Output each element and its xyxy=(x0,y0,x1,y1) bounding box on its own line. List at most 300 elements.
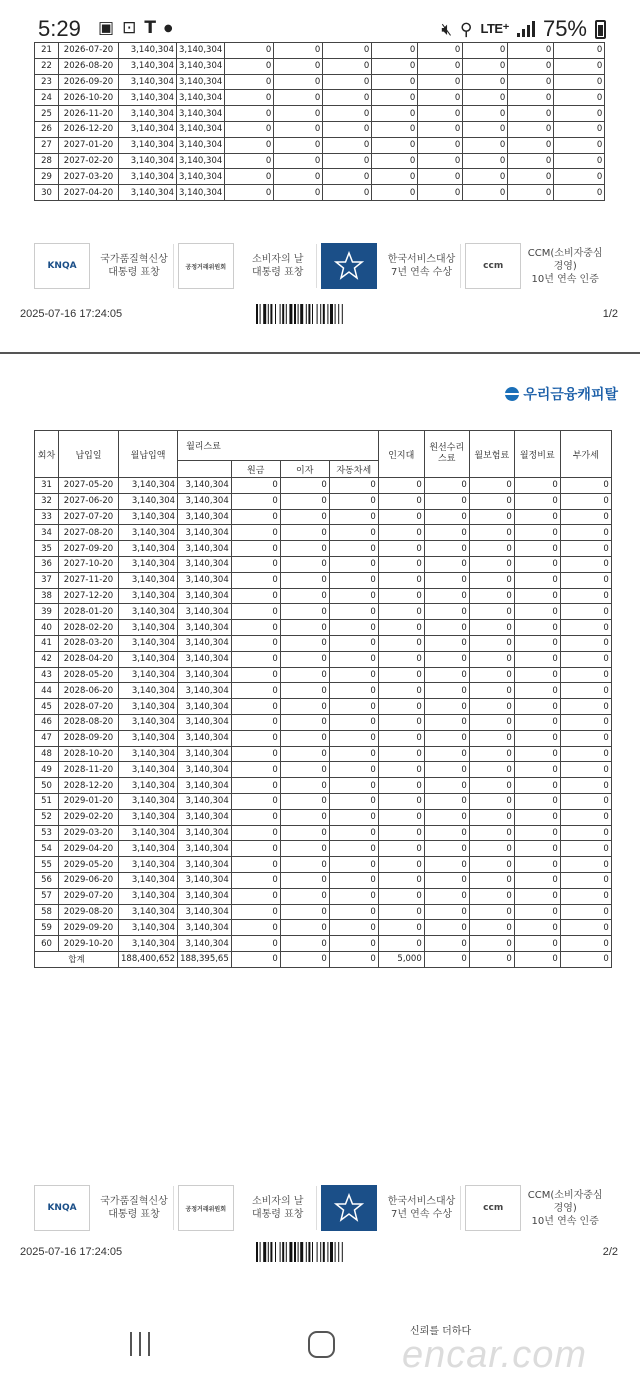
table-cell: 0 xyxy=(274,43,323,59)
table-cell: 2026-12-20 xyxy=(59,121,119,137)
table-cell: 0 xyxy=(469,825,514,841)
table-cell: 2029-01-20 xyxy=(59,793,119,809)
signal-icon xyxy=(517,21,535,37)
table-cell: 0 xyxy=(418,153,463,169)
table-cell: 41 xyxy=(35,635,59,651)
table-cell: 0 xyxy=(378,762,424,778)
logo-divider xyxy=(316,1186,317,1230)
table-cell: 3,140,304 xyxy=(119,541,178,557)
table-cell: 0 xyxy=(514,525,560,541)
table-cell: 0 xyxy=(514,746,560,762)
table-cell: 0 xyxy=(560,541,611,557)
dot-icon: ● xyxy=(163,23,173,34)
table-cell: 0 xyxy=(424,936,469,952)
table-cell: 0 xyxy=(372,106,418,122)
table-cell: 36 xyxy=(35,556,59,572)
table-row xyxy=(35,478,612,494)
table-row xyxy=(35,872,612,888)
table-cell: 0 xyxy=(560,920,611,936)
table-row xyxy=(35,572,612,588)
table-cell: 0 xyxy=(508,43,554,59)
table-cell: 0 xyxy=(424,778,469,794)
table-cell: 0 xyxy=(378,572,424,588)
table-cell: 3,140,304 xyxy=(178,620,232,636)
table-cell: 0 xyxy=(469,746,514,762)
table-row xyxy=(35,651,612,667)
table-row xyxy=(35,43,605,59)
table-row xyxy=(35,841,612,857)
table-cell: 3,140,304 xyxy=(119,588,178,604)
table-cell: 3,140,304 xyxy=(178,667,232,683)
table-cell: 0 xyxy=(274,58,323,74)
table-cell: 0 xyxy=(463,169,508,185)
table-cell: 3,140,304 xyxy=(119,651,178,667)
table-cell: 0 xyxy=(378,635,424,651)
col-round: 회차 xyxy=(35,431,59,478)
table-cell: 0 xyxy=(378,620,424,636)
table-cell: 0 xyxy=(508,74,554,90)
total-cell: 0 xyxy=(231,951,280,967)
table-cell: 53 xyxy=(35,825,59,841)
page-2-footer xyxy=(20,1242,620,1264)
table-cell: 0 xyxy=(560,857,611,873)
brand-logo xyxy=(505,384,618,404)
table-cell: 0 xyxy=(424,872,469,888)
table-cell: 0 xyxy=(329,793,378,809)
table-cell: 0 xyxy=(469,525,514,541)
award-text xyxy=(527,1189,603,1228)
table-cell: 0 xyxy=(469,888,514,904)
award-logo xyxy=(321,1183,460,1233)
table-cell: 0 xyxy=(231,620,280,636)
table-cell: 0 xyxy=(418,74,463,90)
table-cell: 43 xyxy=(35,667,59,683)
table-cell: 3,140,304 xyxy=(119,169,177,185)
table-cell: 49 xyxy=(35,762,59,778)
table-cell: 3,140,304 xyxy=(178,635,232,651)
table-cell: 54 xyxy=(35,841,59,857)
table-cell: 3,140,304 xyxy=(178,509,232,525)
table-cell: 0 xyxy=(231,493,280,509)
table-cell: 25 xyxy=(35,106,59,122)
col-vat: 부가세 xyxy=(560,431,611,478)
table-cell: 0 xyxy=(554,58,605,74)
table-cell: 0 xyxy=(469,920,514,936)
table-cell: 2026-07-20 xyxy=(59,43,119,59)
table-cell: 0 xyxy=(508,106,554,122)
table-cell: 3,140,304 xyxy=(119,58,177,74)
table-cell: 0 xyxy=(424,841,469,857)
table-cell: 0 xyxy=(560,936,611,952)
table-row xyxy=(35,699,612,715)
table-cell: 0 xyxy=(378,809,424,825)
table-row xyxy=(35,936,612,952)
table-cell: 0 xyxy=(225,185,274,201)
table-cell: 2027-08-20 xyxy=(59,525,119,541)
table-cell: 3,140,304 xyxy=(178,920,232,936)
table-cell: 3,140,304 xyxy=(119,667,178,683)
table-cell: 3,140,304 xyxy=(119,872,178,888)
table-cell: 3,140,304 xyxy=(119,635,178,651)
table-cell: 3,140,304 xyxy=(177,74,225,90)
table-cell: 0 xyxy=(514,667,560,683)
table-cell: 0 xyxy=(463,185,508,201)
table-cell: 0 xyxy=(329,872,378,888)
table-cell: 0 xyxy=(280,699,329,715)
schedule-table-page-2 xyxy=(34,430,612,968)
table-cell: 2026-11-20 xyxy=(59,106,119,122)
col-monthly-payment: 월납입액 xyxy=(119,431,178,478)
table-cell: 3,140,304 xyxy=(178,541,232,557)
table-cell: 0 xyxy=(424,793,469,809)
battery-icon xyxy=(595,20,606,39)
table-cell: 0 xyxy=(463,43,508,59)
table-cell: 2027-05-20 xyxy=(59,478,119,494)
table-cell: 2027-03-20 xyxy=(59,169,119,185)
table-cell: 3,140,304 xyxy=(119,778,178,794)
table-cell: 3,140,304 xyxy=(119,493,178,509)
table-cell: 3,140,304 xyxy=(119,888,178,904)
table-cell: 0 xyxy=(329,635,378,651)
table-cell: 0 xyxy=(469,620,514,636)
table-cell: 3,140,304 xyxy=(177,137,225,153)
android-nav-bar xyxy=(0,1296,640,1387)
table-cell: 0 xyxy=(231,920,280,936)
table-cell: 0 xyxy=(280,857,329,873)
network-type: LTE⁺ xyxy=(480,21,509,36)
table-cell: 2028-11-20 xyxy=(59,762,119,778)
schedule-table-page-1 xyxy=(34,42,605,201)
battery-percent: 75% xyxy=(542,16,587,41)
table-cell: 0 xyxy=(280,888,329,904)
table-cell: 0 xyxy=(424,572,469,588)
table-cell: 2029-06-20 xyxy=(59,872,119,888)
table-cell: 0 xyxy=(323,74,372,90)
table-cell: 2028-04-20 xyxy=(59,651,119,667)
table-cell: 0 xyxy=(560,667,611,683)
table-cell: 0 xyxy=(514,809,560,825)
star-icon xyxy=(334,1193,364,1223)
table-cell: 0 xyxy=(424,746,469,762)
table-cell: 0 xyxy=(424,699,469,715)
table-cell: 0 xyxy=(274,153,323,169)
table-cell: 3,140,304 xyxy=(119,121,177,137)
table-cell: 56 xyxy=(35,872,59,888)
table-cell: 0 xyxy=(424,541,469,557)
table-cell: 0 xyxy=(514,556,560,572)
table-cell: 0 xyxy=(274,121,323,137)
table-cell: 2027-10-20 xyxy=(59,556,119,572)
table-cell: 0 xyxy=(323,153,372,169)
table-cell: 0 xyxy=(280,635,329,651)
table-cell: 0 xyxy=(372,169,418,185)
table-cell: 0 xyxy=(329,730,378,746)
table-cell: 2029-02-20 xyxy=(59,809,119,825)
table-cell: 0 xyxy=(554,74,605,90)
table-cell: 0 xyxy=(329,778,378,794)
table-cell: 45 xyxy=(35,699,59,715)
table-cell: 0 xyxy=(378,778,424,794)
table-cell: 3,140,304 xyxy=(119,793,178,809)
table-cell: 0 xyxy=(329,699,378,715)
table-cell: 0 xyxy=(560,762,611,778)
table-cell: 0 xyxy=(514,841,560,857)
table-cell: 0 xyxy=(231,825,280,841)
award-text xyxy=(383,253,459,279)
award-badge-label: ccm xyxy=(483,261,504,271)
table-row xyxy=(35,556,612,572)
table-cell: 3,140,304 xyxy=(119,572,178,588)
home-button[interactable] xyxy=(308,1331,335,1358)
table-cell: 2028-09-20 xyxy=(59,730,119,746)
table-cell: 3,140,304 xyxy=(119,74,177,90)
table-cell: 0 xyxy=(560,588,611,604)
table-cell: 0 xyxy=(469,604,514,620)
table-cell: 0 xyxy=(372,43,418,59)
table-cell: 2026-08-20 xyxy=(59,58,119,74)
table-cell: 0 xyxy=(508,58,554,74)
table-cell: 0 xyxy=(329,588,378,604)
award-badge-label: KNQA xyxy=(47,1203,77,1213)
table-cell: 0 xyxy=(424,478,469,494)
table-cell: 0 xyxy=(280,667,329,683)
table-cell: 3,140,304 xyxy=(178,588,232,604)
table-cell: 0 xyxy=(469,493,514,509)
table-cell: 0 xyxy=(231,556,280,572)
table-cell: 0 xyxy=(280,588,329,604)
table-cell: 0 xyxy=(323,137,372,153)
award-line-2: 7년 연속 수상 xyxy=(390,267,452,278)
table-cell: 3,140,304 xyxy=(178,493,232,509)
table-cell: 0 xyxy=(560,730,611,746)
table-cell: 3,140,304 xyxy=(178,809,232,825)
page-divider xyxy=(0,352,640,354)
award-badge-icon xyxy=(34,1185,90,1231)
table-cell: 0 xyxy=(372,185,418,201)
table-cell: 0 xyxy=(424,683,469,699)
table-cell: 0 xyxy=(329,936,378,952)
table-row xyxy=(35,137,605,153)
table-cell: 57 xyxy=(35,888,59,904)
table-cell: 0 xyxy=(463,153,508,169)
table-row xyxy=(35,74,605,90)
page-1-footer xyxy=(20,304,620,326)
table-row xyxy=(35,493,612,509)
table-cell: 46 xyxy=(35,714,59,730)
table-cell: 0 xyxy=(323,106,372,122)
table-cell: 3,140,304 xyxy=(119,185,177,201)
table-cell: 0 xyxy=(280,730,329,746)
table-cell: 3,140,304 xyxy=(178,762,232,778)
table-cell: 0 xyxy=(280,525,329,541)
table-cell: 0 xyxy=(508,153,554,169)
table-cell: 0 xyxy=(424,809,469,825)
table-cell: 27 xyxy=(35,137,59,153)
table-cell: 0 xyxy=(560,604,611,620)
table-cell: 3,140,304 xyxy=(177,121,225,137)
table-cell: 0 xyxy=(329,493,378,509)
table-cell: 0 xyxy=(323,185,372,201)
table-row xyxy=(35,888,612,904)
table-cell: 48 xyxy=(35,746,59,762)
award-logos-page-1 xyxy=(34,238,604,294)
table-cell: 0 xyxy=(231,541,280,557)
table-cell: 2028-05-20 xyxy=(59,667,119,683)
table-cell: 0 xyxy=(372,121,418,137)
table-cell: 0 xyxy=(424,620,469,636)
table-cell: 0 xyxy=(554,43,605,59)
table-cell: 0 xyxy=(514,683,560,699)
award-line-2: 10년 연속 인증 xyxy=(531,1215,599,1227)
table-cell: 0 xyxy=(424,651,469,667)
table-cell: 0 xyxy=(378,699,424,715)
voicemail-icon: ⊡ xyxy=(122,18,137,38)
table-cell: 3,140,304 xyxy=(178,793,232,809)
barcode xyxy=(256,1242,382,1262)
table-cell: 3,140,304 xyxy=(119,43,177,59)
table-cell: 0 xyxy=(514,651,560,667)
table-cell: 3,140,304 xyxy=(119,730,178,746)
table-cell: 3,140,304 xyxy=(177,106,225,122)
barcode xyxy=(256,304,382,324)
table-cell: 0 xyxy=(329,478,378,494)
table-cell: 0 xyxy=(560,825,611,841)
table-cell: 0 xyxy=(378,936,424,952)
table-cell: 3,140,304 xyxy=(119,746,178,762)
table-cell: 0 xyxy=(231,667,280,683)
table-cell: 0 xyxy=(329,541,378,557)
table-cell: 0 xyxy=(225,90,274,106)
table-cell: 31 xyxy=(35,478,59,494)
table-cell: 3,140,304 xyxy=(178,604,232,620)
table-cell: 0 xyxy=(225,153,274,169)
table-cell: 0 xyxy=(378,872,424,888)
table-cell: 3,140,304 xyxy=(119,106,177,122)
table-cell: 0 xyxy=(231,635,280,651)
total-cell: 0 xyxy=(424,951,469,967)
table-cell: 0 xyxy=(469,872,514,888)
table-cell: 0 xyxy=(469,809,514,825)
total-cell: 0 xyxy=(280,951,329,967)
table-cell: 3,140,304 xyxy=(177,58,225,74)
table-cell: 2026-10-20 xyxy=(59,90,119,106)
table-cell: 0 xyxy=(280,825,329,841)
table-cell: 0 xyxy=(378,857,424,873)
table-cell: 0 xyxy=(508,90,554,106)
logo-divider xyxy=(460,244,461,288)
table-cell: 2027-12-20 xyxy=(59,588,119,604)
table-cell: 3,140,304 xyxy=(178,478,232,494)
award-logo xyxy=(34,1183,173,1233)
table-cell: 2028-08-20 xyxy=(59,714,119,730)
table-cell: 0 xyxy=(424,588,469,604)
table-cell: 3,140,304 xyxy=(178,651,232,667)
table-cell: 0 xyxy=(424,920,469,936)
table-cell: 40 xyxy=(35,620,59,636)
table-cell: 0 xyxy=(280,541,329,557)
table-cell: 0 xyxy=(274,74,323,90)
award-logo xyxy=(178,1183,317,1233)
table-cell: 3,140,304 xyxy=(177,169,225,185)
table-cell: 0 xyxy=(231,809,280,825)
logo-divider xyxy=(316,244,317,288)
table-cell: 0 xyxy=(514,778,560,794)
award-text xyxy=(383,1195,459,1221)
document-page-1 xyxy=(0,42,640,352)
table-cell: 0 xyxy=(372,137,418,153)
total-cell: 188,395,65 xyxy=(178,951,232,967)
table-cell: 0 xyxy=(329,857,378,873)
table-cell: 0 xyxy=(280,746,329,762)
status-bar xyxy=(0,0,640,42)
table-row xyxy=(35,762,612,778)
table-cell: 0 xyxy=(514,699,560,715)
table-row xyxy=(35,904,612,920)
table-cell: 0 xyxy=(418,169,463,185)
table-cell: 3,140,304 xyxy=(119,620,178,636)
table-cell: 44 xyxy=(35,683,59,699)
table-row xyxy=(35,185,605,201)
table-cell: 23 xyxy=(35,74,59,90)
table-row xyxy=(35,541,612,557)
recent-apps-button[interactable] xyxy=(130,1332,150,1356)
table-cell: 0 xyxy=(323,43,372,59)
table-cell: 0 xyxy=(514,762,560,778)
table-cell: 2027-09-20 xyxy=(59,541,119,557)
table-cell: 3,140,304 xyxy=(119,478,178,494)
table-cell: 0 xyxy=(323,169,372,185)
table-cell: 0 xyxy=(554,185,605,201)
table-cell: 0 xyxy=(378,604,424,620)
star-icon xyxy=(334,251,364,281)
table-cell: 0 xyxy=(554,137,605,153)
award-line-2: 대통령 표창 xyxy=(108,1209,160,1220)
table-cell: 0 xyxy=(329,572,378,588)
table-cell: 0 xyxy=(280,556,329,572)
table-cell: 0 xyxy=(560,778,611,794)
table-cell: 0 xyxy=(225,169,274,185)
table-cell: 0 xyxy=(329,904,378,920)
col-interest: 이자 xyxy=(280,461,329,478)
table-cell: 0 xyxy=(231,778,280,794)
table-cell: 0 xyxy=(329,888,378,904)
table-cell: 0 xyxy=(514,541,560,557)
table-cell: 0 xyxy=(463,90,508,106)
table-cell: 0 xyxy=(469,936,514,952)
table-cell: 3,140,304 xyxy=(119,904,178,920)
table-row xyxy=(35,106,605,122)
table-cell: 0 xyxy=(274,185,323,201)
table-cell: 3,140,304 xyxy=(177,153,225,169)
table-cell: 2028-01-20 xyxy=(59,604,119,620)
award-line-2: 7년 연속 수상 xyxy=(390,1209,452,1220)
table-cell: 0 xyxy=(514,825,560,841)
table-cell: 2027-06-20 xyxy=(59,493,119,509)
table-cell: 2027-07-20 xyxy=(59,509,119,525)
table-cell: 3,140,304 xyxy=(178,714,232,730)
table-cell: 2029-09-20 xyxy=(59,920,119,936)
table-cell: 37 xyxy=(35,572,59,588)
table-cell: 3,140,304 xyxy=(178,904,232,920)
award-logo xyxy=(34,241,173,291)
table-row xyxy=(35,825,612,841)
table-cell: 0 xyxy=(280,620,329,636)
table-cell: 0 xyxy=(378,667,424,683)
table-cell: 0 xyxy=(274,137,323,153)
table-cell: 0 xyxy=(560,620,611,636)
print-timestamp: 2025-07-16 17:24:05 xyxy=(20,308,123,320)
table-cell: 0 xyxy=(378,904,424,920)
